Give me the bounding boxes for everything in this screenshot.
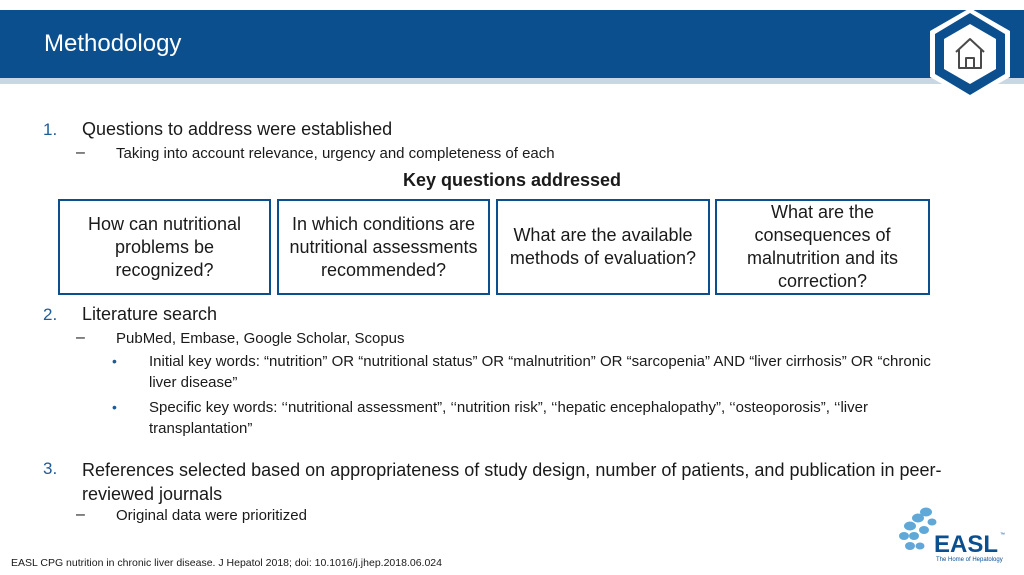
section-2-sub: PubMed, Embase, Google Scholar, Scopus [116, 330, 405, 347]
logo-wordmark: EASL [934, 531, 999, 558]
logo-trademark: ™ [1000, 532, 1005, 538]
question-box: In which conditions are nutritional assessments recommended? [277, 199, 490, 295]
section-1-dash: – [76, 144, 85, 161]
section-3-dash: – [76, 506, 85, 523]
bullet-icon: • [112, 399, 117, 415]
section-3-text: References selected based on appropriateness of study design, number of patients, and publication in peer-reviewed journals [82, 460, 942, 504]
logo-tagline: The Home of Hepatology [936, 557, 1003, 563]
bullet-item: Specific key words: ‘‘nutritional assessment”, ‘‘nutrition risk”, ‘‘hepatic encephalopathy”, ‘‘osteoporosis”, ‘‘liver transplantation” [149, 399, 868, 437]
section-2-number: 2. [43, 305, 58, 324]
section-3-number: 3. [43, 459, 58, 478]
question-box: What are the consequences of malnutrition and its correction? [715, 199, 930, 295]
section-1-sub: Taking into account relevance, urgency and completeness of each [116, 145, 555, 162]
question-box: What are the available methods of evaluation? [496, 199, 710, 295]
section-1-number: 1. [43, 120, 58, 139]
section-1-text: Questions to address were established [82, 119, 393, 139]
bullet-item: Initial key words: “nutrition” OR “nutritional status” OR “malnutrition” OR “sarcopenia” AND “liver cirrhosis” OR “chronic liver disease” [149, 353, 931, 391]
section-3-sub: Original data were prioritized [116, 507, 307, 524]
section-2-dash: – [76, 329, 85, 346]
easl-logo [896, 502, 1012, 564]
home-icon[interactable] [928, 6, 1012, 102]
section-2-text: Literature search [82, 304, 218, 324]
question-box: How can nutritional problems be recognized? [58, 199, 271, 295]
footer-citation: EASL CPG nutrition in chronic liver disease. J Hepatol 2018; doi: 10.1016/j.jhep.2018.06.024 [11, 557, 442, 569]
bullet-icon: • [112, 353, 117, 369]
page-title: Methodology [44, 30, 182, 57]
key-questions-title: Key questions addressed [402, 170, 622, 190]
